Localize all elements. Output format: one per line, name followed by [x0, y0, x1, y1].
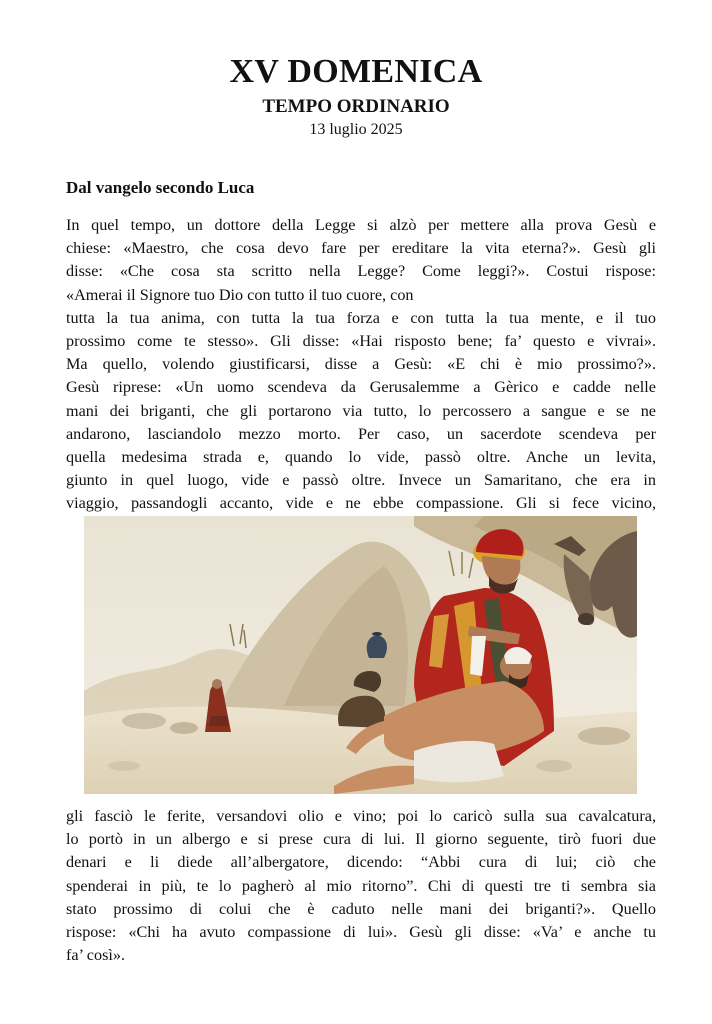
- text-line: andarono, lasciandolo mezzo morto. Per caso, un sacerdote scendeva per: [66, 424, 656, 443]
- text-line: denari e li diede all’albergatore, dicendo: “Abbi cura di lui; ciò che: [66, 853, 656, 872]
- text-line: fa’ così».: [66, 946, 126, 965]
- text-line: gli fasciò le ferite, versandovi olio e vino; poi lo caricò sulla sua cavalcatura,: [66, 807, 656, 825]
- text-line: Ma quello, volendo giustificarsi, disse a Gesù: «E chi è mio prossimo?».: [66, 355, 656, 374]
- page-date: 13 luglio 2025: [309, 121, 403, 138]
- text-line: viaggio, passandogli accanto, vide e ne ebbe compassione. Gli si fece vicino,: [66, 494, 656, 513]
- text-line: prossimo come te stesso». Gli disse: «Hai risposto bene; fa’ questo e vivrai».: [66, 331, 656, 350]
- text-line: Gesù riprese: «Un uomo scendeva da Gerusalemme a Gèrico e cadde nelle: [66, 378, 656, 397]
- text-line: rispose: «Chi ha avuto compassione di lui». Gesù gli disse: «Va’ e anche tu: [66, 922, 656, 941]
- text-line: giunto in quel luogo, vide e passò oltre. Invece un Samaritano, che era in: [66, 471, 656, 490]
- text-line: mani dei briganti, che gli portarono via tutto, lo percossero a sangue e se ne: [66, 401, 656, 420]
- text-line: spenderai in più, te lo pagherò al mio ritorno”. Chi di questi tre ti sembra sia: [66, 876, 656, 895]
- gospel-text-part-2: [66, 805, 656, 967]
- text-line: In quel tempo, un dottore della Legge si alzò per mettere alla prova Gesù e: [66, 216, 656, 234]
- gospel-text-part-1: [66, 214, 656, 515]
- text-line: lo portò in un albergo e si prese cura di lui. Il giorno seguente, tirò fuori due: [66, 830, 656, 849]
- text-line: tutta la tua anima, con tutta la tua forza e con tutta la tua mente, e il tuo: [66, 308, 656, 327]
- good-samaritan-illustration: [84, 516, 637, 794]
- gospel-heading: Dal vangelo secondo Luca: [66, 178, 255, 197]
- page-subtitle: TEMPO ORDINARIO: [262, 96, 450, 117]
- text-line: chiese: «Maestro, che cosa devo fare per ereditare la vita eterna?». Gesù gli: [66, 239, 656, 258]
- text-line: stato prossimo di colui che è caduto nelle mani dei briganti?». Quello: [66, 899, 656, 918]
- page-title: XV DOMENICA: [229, 53, 483, 90]
- text-line: disse: «Che cosa sta scritto nella Legge? Come leggi?». Costui rispose:: [66, 262, 656, 281]
- text-line: «Amerai il Signore tuo Dio con tutto il tuo cuore, con: [66, 285, 414, 304]
- text-line: quella medesima strada e, quando lo vide, passò oltre. Anche un levita,: [66, 447, 656, 466]
